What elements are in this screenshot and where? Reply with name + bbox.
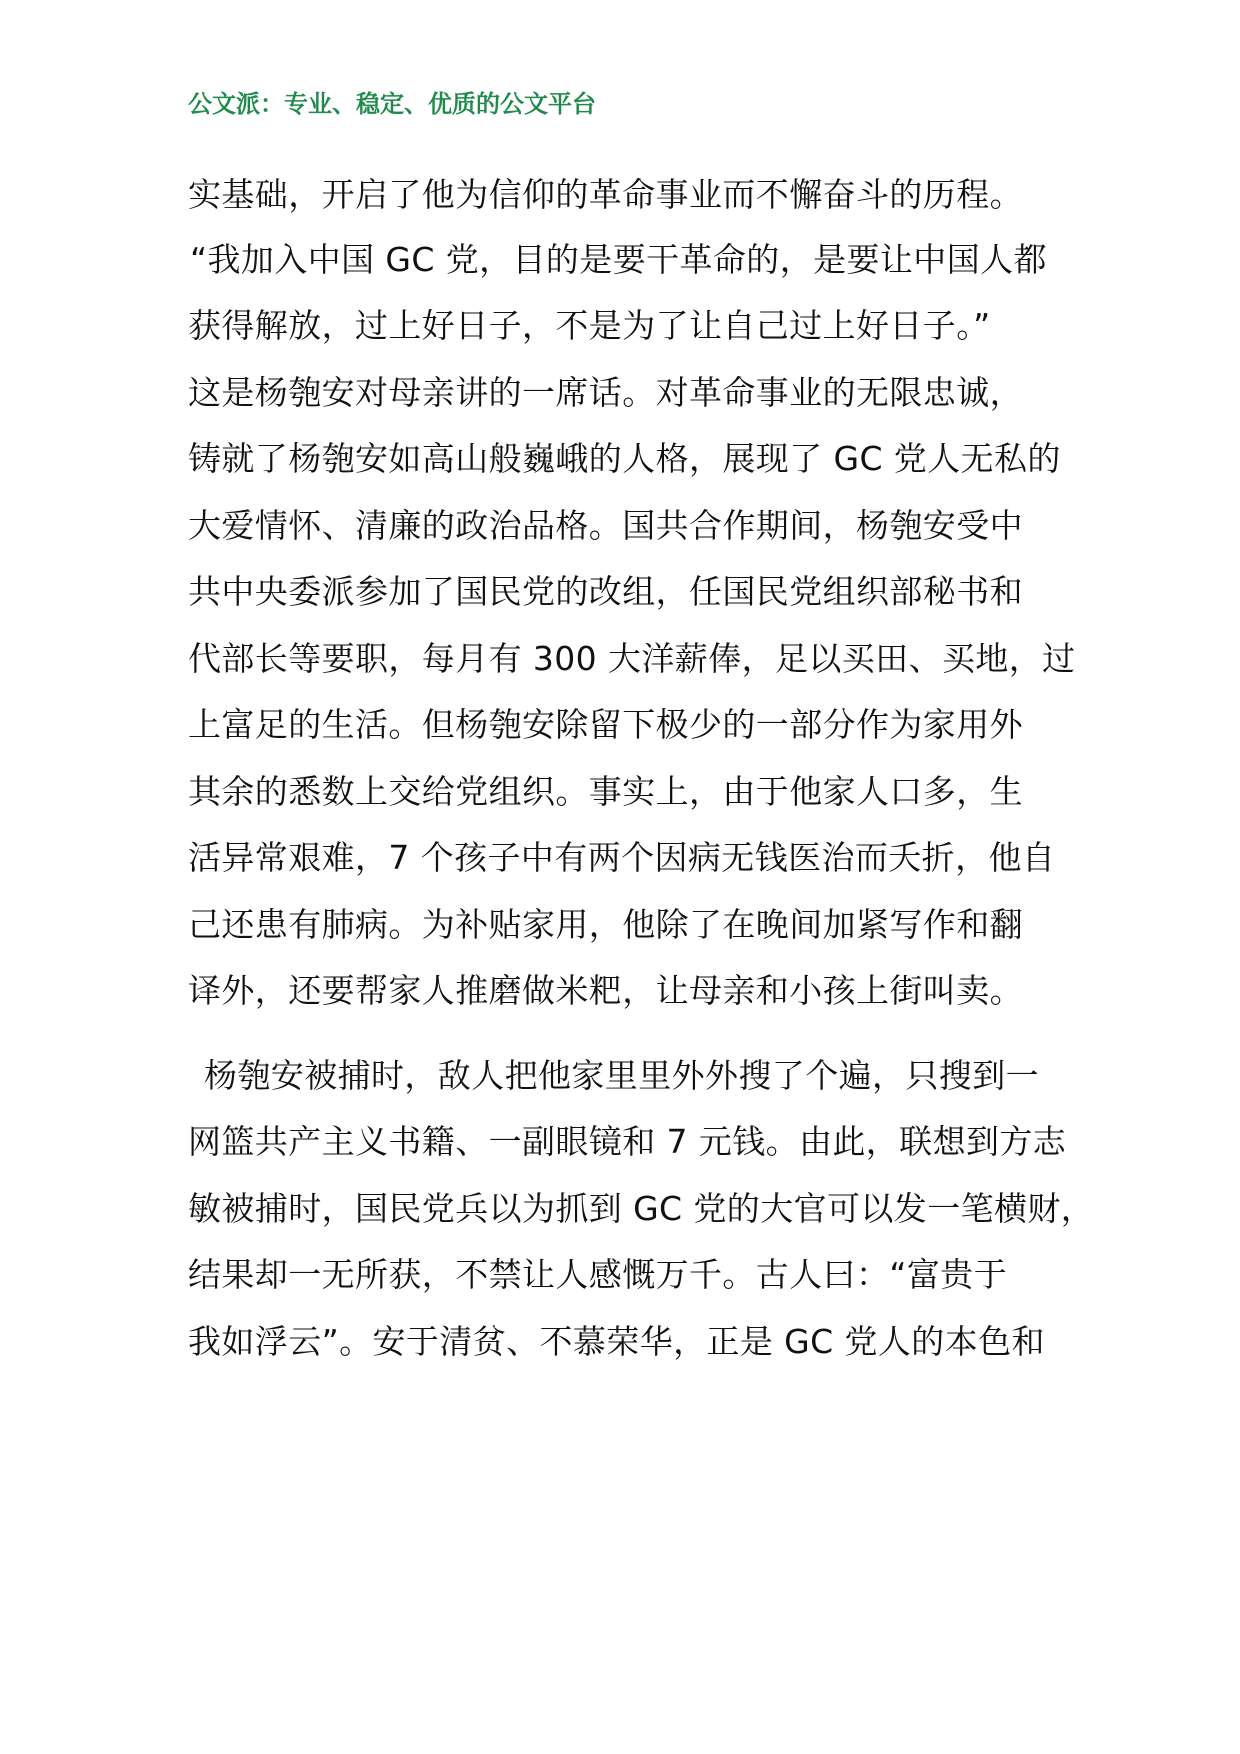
paragraph-line: 实基础，开启了他为信仰的革命事业而不懈奋斗的历程。: [188, 175, 1023, 214]
paragraph-line: 铸就了杨匏安如高山般巍峨的人格，展现了 GC 党人无私的: [188, 439, 1061, 478]
paragraph-line: 己还患有肺病。为补贴家用，他除了在晚间加紧写作和翻: [188, 905, 1023, 944]
paragraph-line: 敏被捕时，国民党兵以为抓到 GC 党的大官可以发一笔横财，: [188, 1189, 1095, 1228]
paragraph-line: 上富足的生活。但杨匏安除留下极少的一部分作为家用外: [188, 705, 1023, 744]
paragraph-line: 译外，还要帮家人推磨做米粑，让母亲和小孩上街叫卖。: [188, 971, 1023, 1010]
paragraph-line: 获得解放，过上好日子，不是为了让自己过上好日子。”: [188, 306, 991, 345]
paragraph-line: 活异常艰难，7 个孩子中有两个因病无钱医治而夭折，他自: [188, 838, 1056, 877]
paragraph-line: 大爱情怀、清廉的政治品格。国共合作期间，杨匏安受中: [188, 506, 1023, 545]
paragraph-line: 网篮共产主义书籍、一副眼镜和 7 元钱。由此，联想到方志: [188, 1122, 1067, 1161]
paragraph-line: 代部长等要职，每月有 300 大洋薪俸，足以买田、买地，过: [188, 639, 1076, 678]
site-slogan-header: 公文派：专业、稳定、优质的公文平台: [188, 90, 596, 118]
paragraph-line: 结果却一无所获，不禁让人感慨万千。古人曰：“富贵于: [188, 1255, 1008, 1294]
paragraph-line: 共中央委派参加了国民党的改组，任国民党组织部秘书和: [188, 572, 1023, 611]
paragraph-line: 其余的悉数上交给党组织。事实上，由于他家人口多，生: [188, 772, 1023, 811]
paragraph-line: “我加入中国 GC 党，目的是要干革命的，是要让中国人都: [190, 240, 1047, 279]
paragraph-line: 我如浮云”。安于清贫、不慕荣华，正是 GC 党人的本色和: [188, 1322, 1045, 1361]
paragraph-line: 杨匏安被捕时，敌人把他家里里外外搜了个遍，只搜到一: [204, 1056, 1039, 1095]
paragraph-line: 这是杨匏安对母亲讲的一席话。对革命事业的无限忠诚，: [188, 373, 1023, 412]
